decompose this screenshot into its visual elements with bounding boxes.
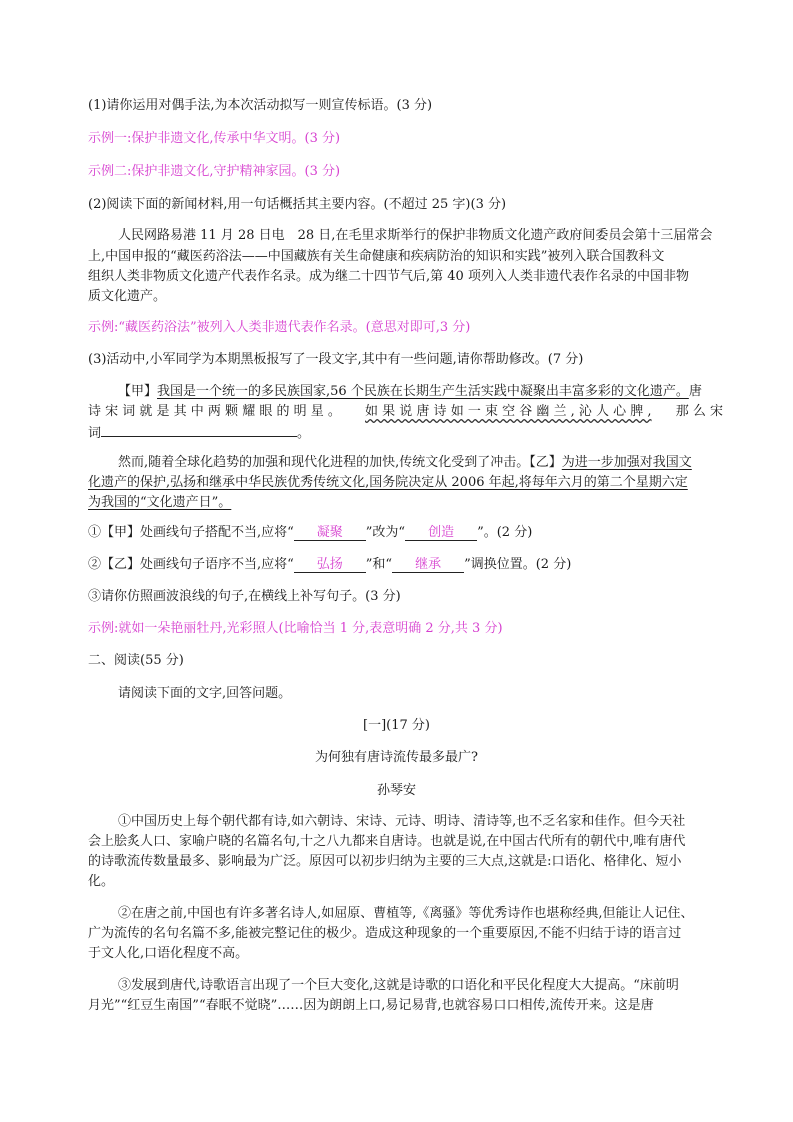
sub1-fill-2: 创造 (405, 525, 477, 541)
q3-prompt: (3)活动中,小军同学为本期黑板报写了一段文字,其中有一些问题,请你帮助修改。(7 分) (88, 352, 584, 367)
p2-line-2: 广为流传的名句名篇不多,能被完整记住的极少。造成这种现象的一个重要原因,不能不归结于诗的语言过 (88, 926, 682, 941)
p3-line-2: 月光”“红豆生南国”“春眠不觉晓”……因为朗朗上口,易记易背,也就容易口口相传,流传开来。这是唐 (88, 998, 654, 1013)
yi-line-1 (118, 455, 723, 471)
sub1-fill-1: 凝聚 (294, 525, 366, 541)
jia-wavy-sentence: 如 果 说 唐 诗 如 一 束 空 谷 幽 兰 , 沁 人 心 脾 , (365, 404, 652, 419)
yi-plain-text: 然而,随着全球化趋势的加强和现代化进程的加快,传统文化受到了冲击。 (118, 455, 530, 470)
q1-example-2: 示例二:保护非遗文化,守护精神家园。(3 分) (88, 164, 341, 179)
sub2-fill-1: 弘扬 (294, 557, 366, 573)
article-author: 孙琴安 (376, 783, 416, 798)
jia-underlined-sentence: 我国是一个统一的多民族国家,56 个民族在长期生产生活实践中凝聚出丰富多彩的文化遗产。 (157, 384, 689, 399)
p1-line-4: 化。 (88, 874, 115, 889)
sub1-text-c: ”。(2 分) (477, 525, 533, 540)
jia-plain-sentence: 诗 宋 词 就 是 其 中 两 颗 耀 眼 的 明 星 。 (88, 404, 341, 419)
p1-line-3: 的诗歌流传数量最多、影响最为广泛。原因可以初步归纳为主要的三大点,这就是:口语化、格律化、短小 (88, 854, 682, 869)
q2-example: 示例:“藏医药浴法”被列入人类非遗代表作名录。(意思对即可,3 分) (88, 320, 471, 335)
part-label: [一](17 分) (363, 718, 430, 733)
jia-line-3-start: 词 (88, 426, 102, 441)
article-title: 为何独有唐诗流传最多最广? (315, 750, 478, 765)
jia-line-3-end: 。 (297, 426, 311, 441)
jia-line-2-end: 那 么 宋 (675, 404, 723, 419)
sub-question-3: ③请你仿照画波浪线的句子,在横线上补写句子。(3 分) (88, 589, 401, 604)
q1-prompt: (1)请你运用对偶手法,为本次活动拟写一则宣传标语。(3 分) (88, 98, 433, 113)
q1-example-1: 示例一:保护非遗文化,传承中华文明。(3 分) (88, 131, 341, 146)
yi-tag: 【乙】 (529, 455, 562, 470)
sub1-text-a: ①【甲】处画线句子搭配不当,应将“ (88, 525, 294, 540)
sub2-text-c: ”调换位置。(2 分) (464, 557, 572, 572)
news-line-1: 人民网路易港 11 月 28 日电 28 日,在毛里求斯举行的保护非物质文化遗产政府间委员会第十三届常会 (118, 228, 713, 243)
sub2-text-b: ”和“ (365, 557, 393, 572)
yi-line-2: 化遗产的保护,弘扬和继承中华民族优秀传统文化,国务院决定从 2006 年起,将每年六月的第二个星期六定 (88, 475, 688, 490)
sub2-fill-2: 继承 (392, 557, 464, 573)
sub-question-2 (88, 557, 723, 573)
jia-line-1-end: 唐 (688, 384, 702, 399)
answer-blank[interactable] (101, 424, 297, 437)
sub2-text-a: ②【乙】处画线句子语序不当,应将“ (88, 557, 294, 572)
yi-underlined-end: 为我国的“文化遗产日”。 (88, 495, 232, 510)
jia-line-2 (88, 404, 723, 420)
p2-line-3: 于文人化,口语化程度不高。 (88, 946, 249, 961)
yi-underlined-start: 为进一步加强对我国文 (561, 455, 692, 470)
p1-line-2: 会上脍炙人口、家喻户晓的名篇名句,十之八九都来自唐诗。也就是说,在中国古代所有的朝代中,唯有唐代 (88, 834, 686, 849)
news-line-4: 质文化遗产。 (88, 289, 167, 304)
p2-line-1: ②在唐之前,中国也有许多著名诗人,如屈原、曹植等,《离骚》等优秀诗作也堪称经典,但能让人记住、 (118, 906, 694, 921)
news-line-3: 组织人类非物质文化遗产代表作名录。成为继二十四节气后,第 40 项列入人类非遗代表作名录的中国非物 (88, 269, 689, 284)
sub1-text-b: ”改为“ (365, 525, 406, 540)
sub-question-1 (88, 525, 723, 541)
jia-line-3 (88, 424, 723, 442)
yi-line-3 (88, 495, 723, 511)
p1-line-1: ①中国历史上每个朝代都有诗,如六朝诗、宋诗、元诗、明诗、清诗等,也不乏名家和佳作。但今天社 (118, 814, 686, 829)
jia-line-1 (118, 384, 723, 400)
p3-line-1: ③发展到唐代,诗歌语言出现了一个巨大变化,这就是诗歌的口语化和平民化程度大大提高。“床前明 (118, 978, 679, 993)
section-heading: 二、阅读(55 分) (88, 653, 184, 668)
q2-prompt: (2)阅读下面的新闻材料,用一句话概括其主要内容。(不超过 25 字)(3 分) (88, 197, 507, 212)
jia-tag: 【甲】 (118, 384, 158, 399)
news-line-2: 上,中国申报的“藏医药浴法——中国藏族有关生命健康和疾病防治的知识和实践”被列入联合国教科文 (88, 249, 665, 264)
reading-instruction: 请阅读下面的文字,回答问题。 (118, 686, 292, 701)
q3-example: 示例:就如一朵艳丽牡丹,光彩照人(比喻恰当 1 分,表意明确 2 分,共 3 分) (88, 621, 503, 636)
